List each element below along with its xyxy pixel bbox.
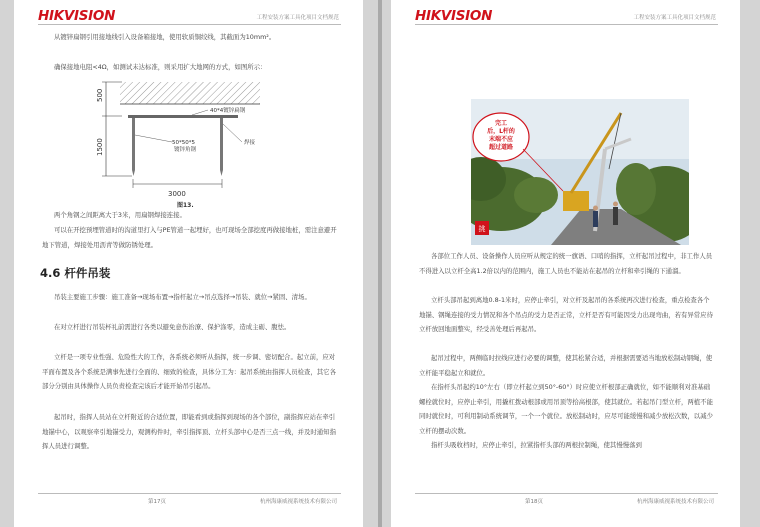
header-doc-title: 工程安装方案工具化项目文档规范: [256, 15, 339, 21]
dim-3000: 3000: [168, 190, 186, 198]
label-angle-steel: 镀锌角钢: [174, 147, 197, 153]
angle-steel-rod-left: [132, 118, 135, 170]
document-page-right: [391, 0, 740, 527]
hikvision-logo: HIKVISION: [38, 8, 116, 24]
section-heading: [40, 265, 110, 281]
paragraph-grounding-wire: 从镀锌扁钢引用接地线引入设备箱接地，使用软质铜绞线，其截面为10mm²。: [54, 33, 276, 41]
paragraph-coordination: 立杆是一项专业性强、危险性大的工作，各系统必须听从指挥，统一步调、密切配合。起立前，应对平面布置及各个系统是满事先进行全面的、细致的检查，具体分工为：起吊系统由指挥人员检查，其它各部分分别由具体操作人员负责检查完该后才能开始吊引起吊。: [42, 353, 336, 390]
section-number: 4.6: [40, 266, 61, 280]
paragraph-guy-lines: 起吊过程中，两侧临时拉线应进行必要的调整，使其松紧合适，并根据需要适当地放松制动钢绳，使立杆能平稳起立和就位。: [419, 354, 713, 377]
hikvision-logo: HIKVISION: [415, 8, 493, 24]
paragraph-resistance: 确保接地电阻<4Ω，如测试未达标准，则采用扩大地网的方式，如图所示：: [54, 63, 267, 71]
paragraph-command-flags: 各部位工作人员、设备操作人员应听从规定的统一旗语、口哨的指挥，立杆起吊过程中，非工作人员不得进入以立杆全高1.2倍以内的范围内，施工人员也不能站在起吊的立杆和牵引绳的下通溜。: [419, 252, 713, 275]
flat-steel-bar: [128, 115, 238, 118]
label-flat-steel: 40*4镀锌扁钢: [210, 108, 246, 114]
label-weld: 焊接: [244, 140, 256, 146]
crane-lifting-photo: [471, 99, 689, 245]
soil-hatch: [120, 82, 260, 104]
header-divider: [38, 24, 341, 25]
footer-divider: [415, 493, 718, 494]
header-divider: [415, 24, 718, 25]
paragraph-stop-traction: 指杆头吸收档时，应停止牵引，拉紧指杆头部的两根拉制绳，使其慢慢落到: [431, 441, 642, 449]
photo-callout-line-2: 后，L杆的: [487, 128, 515, 135]
section-title: 杆件吊装: [64, 266, 111, 280]
photo-callout-line-4: 超过道路: [488, 144, 514, 151]
paragraph-command: 起吊时，指挥人员站在立杆附近的合适位置，即能看到或指挥到现场的各个部位，副指挥应站在牵引地锚中心，以观察牵引地锚受力，观测构件时，牵引指挥顶、立杆头部中心是否三点一线，并及时通知指挥人员进行调整。: [42, 413, 336, 450]
paragraph-pause-inspect: 立杆头部吊起到离地0.8-1米时，应停止牵引，对立杆及起吊的各系统再次进行检查，重点检查各个地锚、钢绳连接的受力情况和各个吊点的受力是否正常，立杆是否有可能因受力出现弯曲，若有异常应待立杆放回地面整实，经受善处理后再起吊。: [419, 296, 713, 333]
footer-divider: [38, 493, 341, 494]
paragraph-burial: 可以在开挖预埋管道时的沟道里打入与PE管道一起埋好，也可现场全部挖度再做接地桩，需注意避开地下管道，焊接处用沥青等做防锈处理。: [42, 226, 337, 249]
footer-page-number: 第18页: [525, 499, 543, 505]
footer-company: 杭州海康威视系统技术有限公司: [259, 499, 337, 505]
paragraph-spacing: 两个角钢之间距离大于3米，用扁钢焊接连接。: [54, 211, 186, 219]
header-doc-title: 工程安装方案工具化项目文档规范: [633, 15, 716, 21]
paragraph-inspection: 在对立杆进行吊装杯礼前需进行各类以避免意伤治潦、保护涤零，造成主砺、腹怯。: [54, 323, 291, 331]
grounding-diagram: [92, 80, 292, 198]
label-angle-steel-size: 50*50*5: [172, 140, 195, 146]
figure-caption: 图13.: [177, 202, 194, 209]
paragraph-lift-steps: 吊装主要施工步骤：施工准备→现场布置→指杆起立→吊点选择→吊装、就位→紧固、清场。: [54, 293, 311, 301]
dim-1500: 1500: [96, 138, 104, 156]
footer-company: 杭州海康威视系统技术有限公司: [636, 499, 714, 505]
angle-steel-rod-right: [220, 118, 223, 170]
photo-red-tag-text: 挑: [478, 225, 486, 233]
photo-callout-line-3: 末端不应: [488, 136, 514, 143]
photo-callout-line-1: 完工: [494, 120, 508, 127]
document-page-left: [14, 0, 363, 527]
dim-500: 500: [96, 88, 104, 102]
paragraph-positioning: 在指杆头吊起约10°左右（即立杆起立到50°-60°）时应使立杆根部正确就位，如不能顺利对准基础螺栓就位时，应停止牵引，用撬杠拨动根部或用吊顶等拾高根部，使其就位。若起吊门型立杆，两植不能同时就位时，可利用制动系统调节，一个一个就位。放松制动时，应尽可能缓慢和减少放松次数，以减少立杆的摆动次数。: [419, 383, 713, 435]
footer-page-number: 第17页: [148, 499, 166, 505]
page-gutter: [378, 0, 382, 527]
